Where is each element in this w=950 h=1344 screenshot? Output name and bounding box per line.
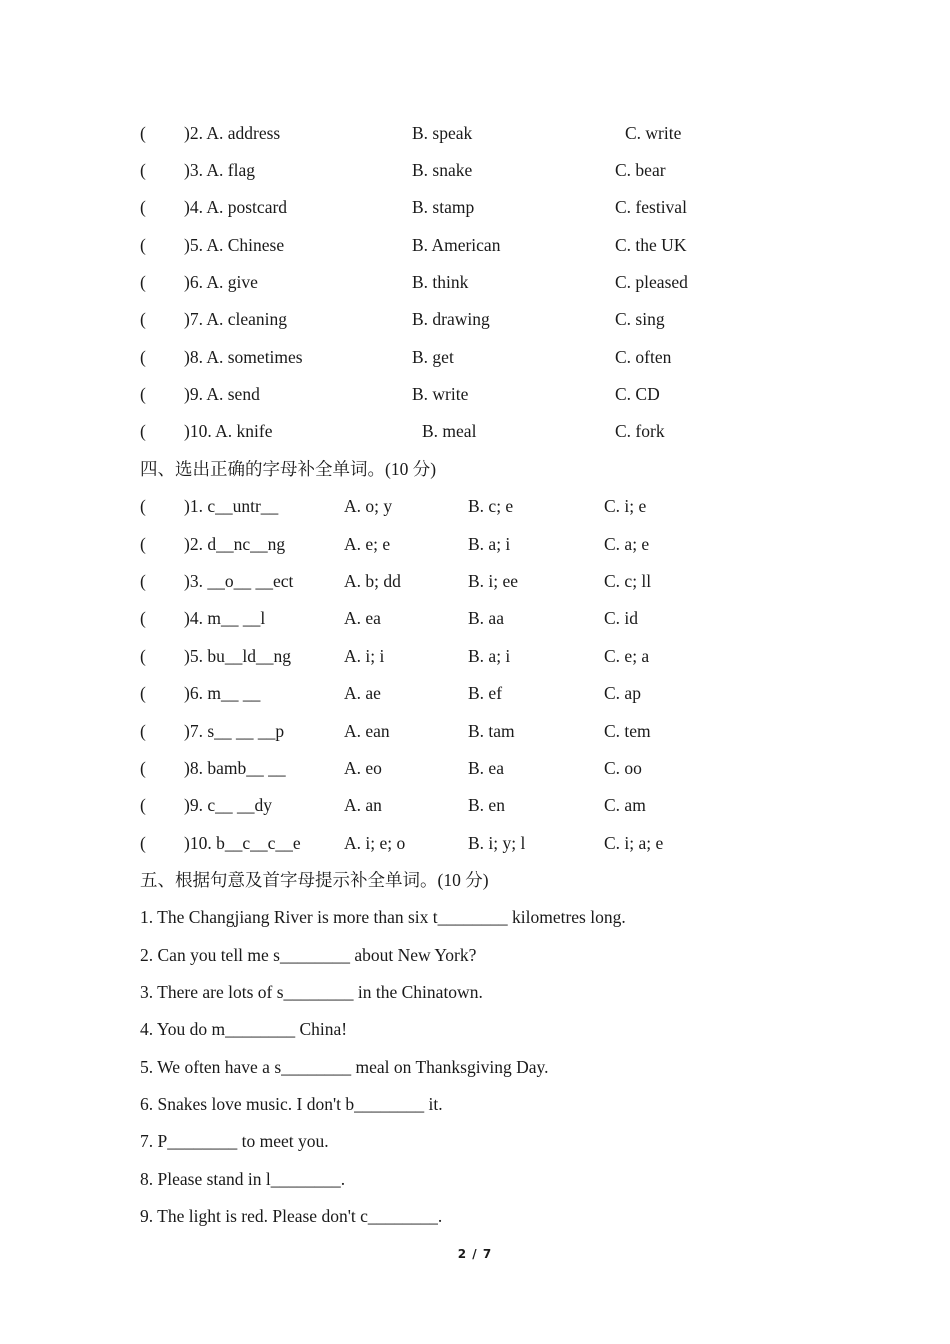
option-c: C. i; e [604, 496, 647, 516]
option-c: C. pleased [615, 272, 688, 292]
option-c: C. sing [615, 309, 665, 329]
section3-item [0, 267, 950, 297]
section4-item [0, 753, 950, 783]
option-a: A. eo [344, 758, 382, 778]
fill-sentence[interactable]: 2. Can you tell me s________ about New York? [140, 945, 477, 965]
answer-paren[interactable]: ( [140, 347, 146, 367]
answer-paren[interactable]: ( [140, 608, 146, 628]
option-c: C. e; a [604, 646, 650, 666]
item-stem: )8. bamb__ __ [184, 758, 286, 778]
section3-item [0, 416, 950, 446]
section4-item [0, 716, 950, 746]
item-stem: )5. bu__ld__ng [184, 646, 291, 666]
option-c: C. often [615, 347, 672, 367]
section4-item [0, 566, 950, 596]
section3-item [0, 304, 950, 334]
fill-sentence[interactable]: 7. P________ to meet you. [140, 1131, 329, 1151]
fill-sentence[interactable]: 1. The Changjiang River is more than six t________ kilometres long. [140, 907, 626, 927]
item-stem: )1. c__untr__ [184, 496, 279, 516]
option-c: C. c; ll [604, 571, 652, 591]
item-stem: )6. A. give [184, 272, 258, 292]
answer-paren[interactable]: ( [140, 571, 146, 591]
section3-item [0, 230, 950, 260]
section3-item [0, 342, 950, 372]
option-c: C. CD [615, 384, 660, 404]
answer-paren[interactable]: ( [140, 758, 146, 778]
item-stem: )5. A. Chinese [184, 235, 285, 255]
item-stem: )7. A. cleaning [184, 309, 288, 329]
answer-paren[interactable]: ( [140, 421, 146, 441]
option-b: B. speak [412, 123, 473, 143]
answer-paren[interactable]: ( [140, 795, 146, 815]
item-stem: )7. s__ __ __p [184, 721, 285, 741]
option-a: A. e; e [344, 534, 391, 554]
item-stem: )3. A. flag [184, 160, 255, 180]
option-b: B. a; i [468, 534, 511, 554]
answer-paren[interactable]: ( [140, 197, 146, 217]
option-b: B. write [412, 384, 469, 404]
section4-item [0, 678, 950, 708]
option-c: C. ap [604, 683, 641, 703]
item-stem: )4. m__ __l [184, 608, 266, 628]
answer-paren[interactable]: ( [140, 309, 146, 329]
option-b: B. drawing [412, 309, 490, 329]
option-a: A. ae [344, 683, 381, 703]
option-b: B. i; y; l [468, 833, 526, 853]
fill-sentence[interactable]: 4. You do m________ China! [140, 1019, 348, 1039]
fill-sentence[interactable]: 8. Please stand in l________. [140, 1169, 346, 1189]
answer-paren[interactable]: ( [140, 534, 146, 554]
option-a: A. i; i [344, 646, 385, 666]
option-c: C. bear [615, 160, 666, 180]
fill-sentence[interactable]: 5. We often have a s________ meal on Thanksgiving Day. [140, 1057, 549, 1077]
answer-paren[interactable]: ( [140, 235, 146, 255]
section3-item [0, 118, 950, 148]
fill-sentence[interactable]: 6. Snakes love music. I don't b________ it. [140, 1094, 443, 1114]
option-c: C. festival [615, 197, 687, 217]
section4-item [0, 529, 950, 559]
item-stem: )6. m__ __ [184, 683, 261, 703]
option-a: A. ea [344, 608, 381, 628]
option-b: B. tam [468, 721, 515, 741]
option-c: C. the UK [615, 235, 687, 255]
section3-item [0, 155, 950, 185]
option-c: C. i; a; e [604, 833, 664, 853]
option-a: A. i; e; o [344, 833, 406, 853]
option-a: A. ean [344, 721, 390, 741]
section3-item [0, 379, 950, 409]
answer-paren[interactable]: ( [140, 646, 146, 666]
option-c: C. tem [604, 721, 651, 741]
option-b: B. meal [422, 421, 477, 441]
fill-sentence[interactable]: 3. There are lots of s________ in the Chinatown. [140, 982, 483, 1002]
option-a: A. o; y [344, 496, 393, 516]
option-c: C. id [604, 608, 639, 628]
section5-heading: 五、根据句意及首字母提示补全单词。(10 分) [140, 870, 489, 890]
section4-item [0, 491, 950, 521]
section4-heading: 四、选出正确的字母补全单词。(10 分) [140, 459, 437, 479]
item-stem: )9. c__ __dy [184, 795, 272, 815]
item-stem: )10. A. knife [184, 421, 273, 441]
item-stem: )2. d__nc__ng [184, 534, 286, 554]
option-a: A. b; dd [344, 571, 401, 591]
answer-paren[interactable]: ( [140, 123, 146, 143]
page-number: 2 / 7 [457, 1247, 493, 1261]
option-b: B. American [412, 235, 501, 255]
option-b: B. a; i [468, 646, 511, 666]
item-stem: )9. A. send [184, 384, 260, 404]
option-b: B. ef [468, 683, 503, 703]
option-c: C. write [625, 123, 682, 143]
item-stem: )4. A. postcard [184, 197, 288, 217]
section4-item [0, 603, 950, 633]
item-stem: )3. __o__ __ect [184, 571, 294, 591]
option-c: C. oo [604, 758, 642, 778]
section3-item [0, 192, 950, 222]
answer-paren[interactable]: ( [140, 384, 146, 404]
option-b: B. get [412, 347, 454, 367]
option-c: C. am [604, 795, 646, 815]
option-b: B. snake [412, 160, 473, 180]
option-c: C. fork [615, 421, 665, 441]
option-b: B. think [412, 272, 469, 292]
option-b: B. i; ee [468, 571, 519, 591]
option-b: B. c; e [468, 496, 514, 516]
option-b: B. aa [468, 608, 504, 628]
option-a: A. an [344, 795, 382, 815]
option-b: B. en [468, 795, 505, 815]
section4-item [0, 828, 950, 858]
item-stem: )10. b__c__c__e [184, 833, 301, 853]
fill-sentence[interactable]: 9. The light is red. Please don't c________. [140, 1206, 443, 1226]
section4-item [0, 790, 950, 820]
section4-item [0, 641, 950, 671]
answer-paren[interactable]: ( [140, 683, 146, 703]
option-b: B. stamp [412, 197, 475, 217]
item-stem: )8. A. sometimes [184, 347, 303, 367]
answer-paren[interactable]: ( [140, 721, 146, 741]
answer-paren[interactable]: ( [140, 160, 146, 180]
item-stem: )2. A. address [184, 123, 281, 143]
option-b: B. ea [468, 758, 504, 778]
option-c: C. a; e [604, 534, 650, 554]
answer-paren[interactable]: ( [140, 496, 146, 516]
answer-paren[interactable]: ( [140, 272, 146, 292]
answer-paren[interactable]: ( [140, 833, 146, 853]
